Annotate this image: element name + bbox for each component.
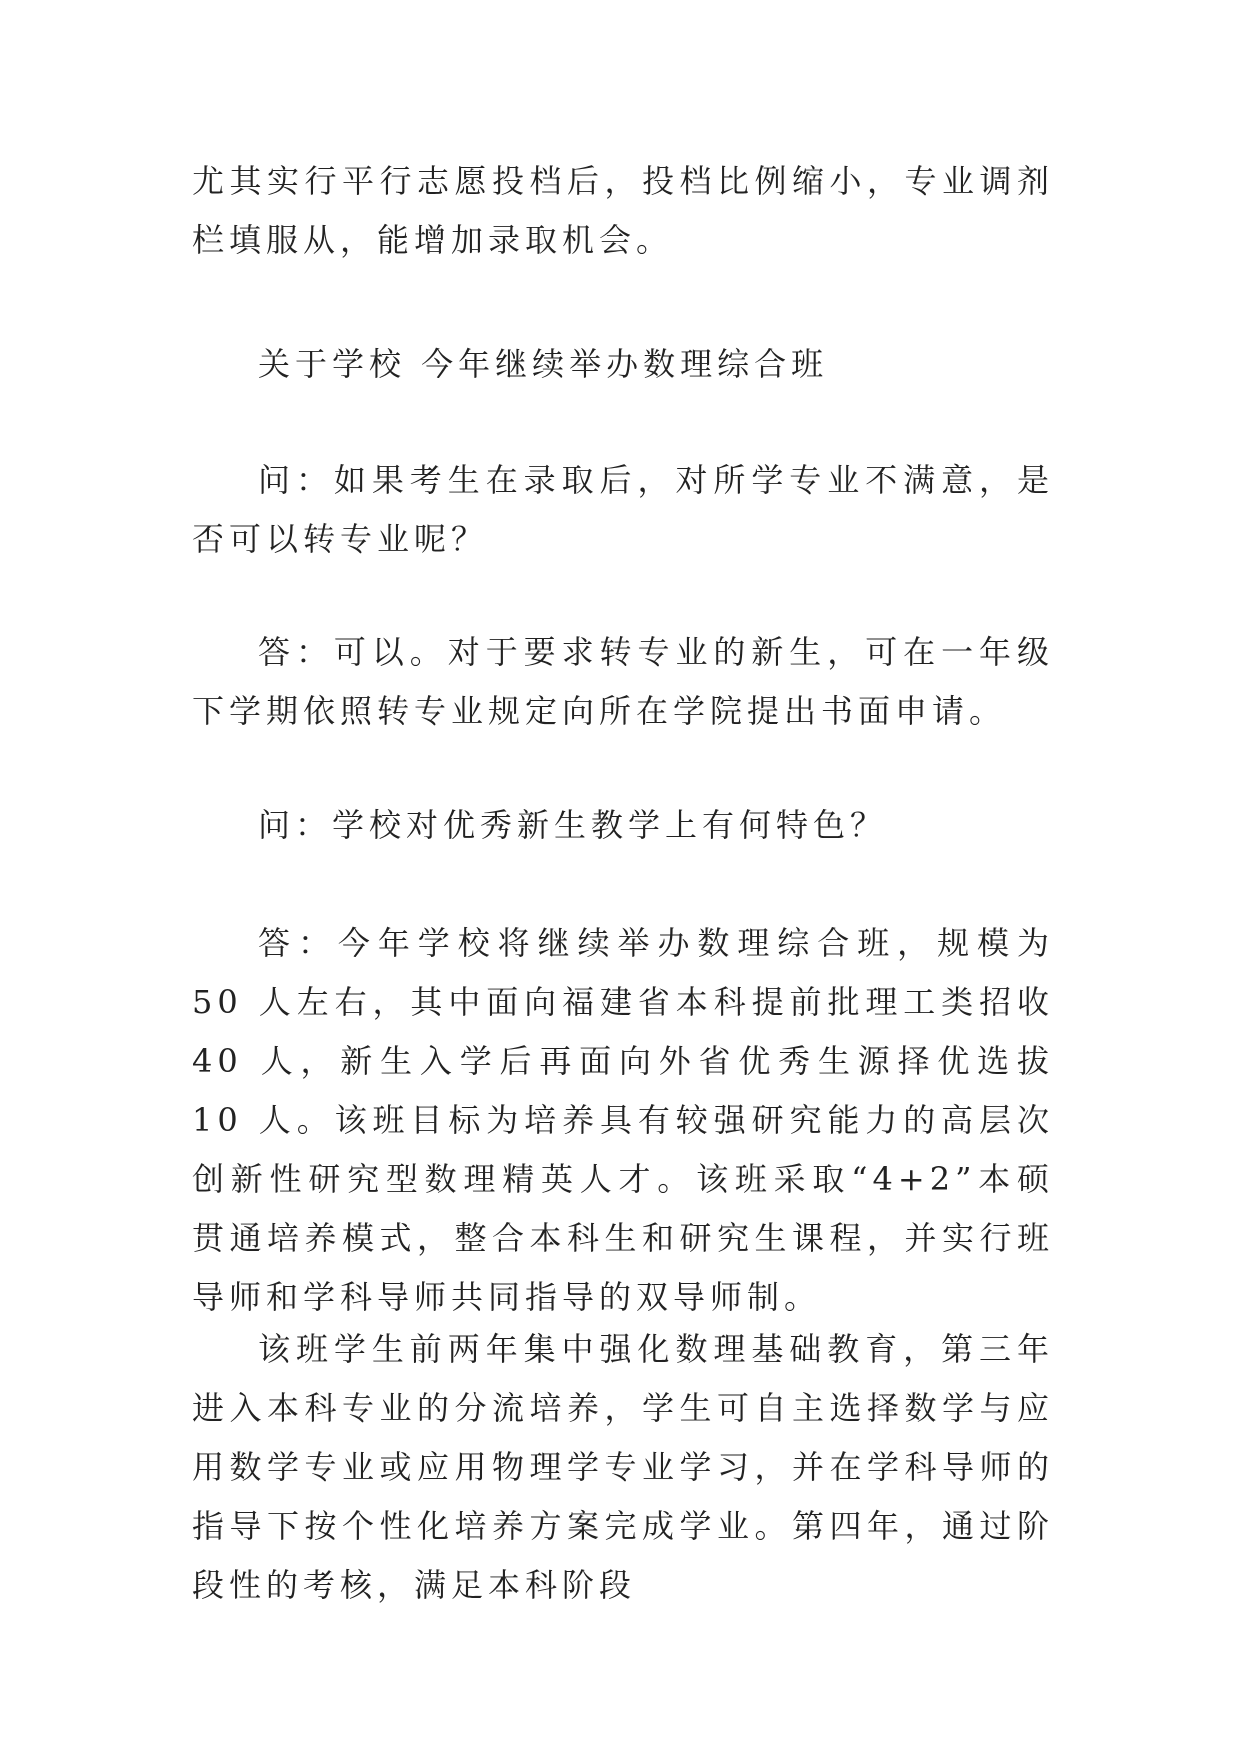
question-teaching-features: 问：学校对优秀新生教学上有何特色？ xyxy=(258,806,888,844)
question-transfer-major: 问：如果考生在录取后，对所学专业不满意，是否可以转专业呢？ xyxy=(192,461,1054,558)
section-heading: 关于学校 今年继续举办数理综合班 xyxy=(258,345,829,383)
answer-teaching-features: 答：今年学校将继续举办数理综合班，规模为 50 人左右，其中面向福建省本科提前批理工类招收 40 人，新生入学后再面向外省优秀生源择优选拔 10 人。该班目标为培养具有较强研究能力的高层次创新性研究型数理精英人才。该班采取“4+2”本硕贯通培养模式，整合本科生和研究生课程，并实行班导师和学科导师共同指导的双导师制。 xyxy=(192,924,1054,1316)
paragraph-class-training: 该班学生前两年集中强化数理基础教育，第三年进入本科专业的分流培养，学生可自主选择数学与应用数学专业或应用物理学专业学习，并在学科导师的指导下按个性化培养方案完成学业。第四年，通过阶段性的考核，满足本科阶段 xyxy=(192,1330,1054,1604)
answer-transfer-major: 答：可以。对于要求转专业的新生，可在一年级下学期依照转专业规定向所在学院提出书面申请。 xyxy=(192,633,1054,730)
paragraph-admission-chance: 尤其实行平行志愿投档后，投档比例缩小，专业调剂栏填服从，能增加录取机会。 xyxy=(192,162,1054,259)
